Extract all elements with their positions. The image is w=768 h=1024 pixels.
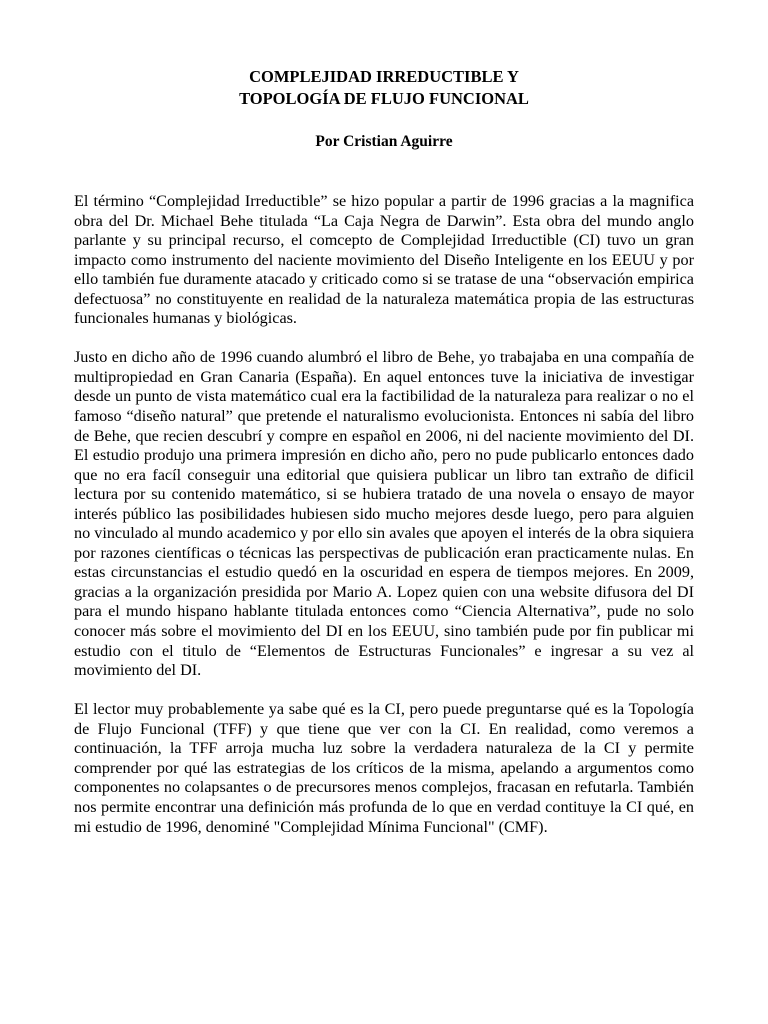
document-title [74,66,694,110]
title-line-1: COMPLEJIDAD IRREDUCTIBLE Y [249,67,519,86]
document-page [74,66,694,857]
paragraph-2: Justo en dicho año de 1996 cuando alumbró el libro de Behe, yo trabajaba en una compañía de multipropiedad en Gran Canaria (España). En aquel entonces tuve la iniciativa de investigar desde un punto de vista matemático cual era la factibilidad de la naturaleza para realizar o no el famoso “diseño natural” que pretende el naturalismo evolucionista. Entonces ni sabía del libro de Behe, que recien descubrí y compre en español en 2006, ni del naciente movimiento del DI. El estudio produjo una primera impresión en dicho año, pero no pude publicarlo entonces dado que no era facíl conseguir una editorial que quisiera publicar un libro tan extraño de dificil lectura por su contenido matemático, si se hubiera tratado de una novela o ensayo de mayor interés público las posibilidades hubiesen sido mucho mejores desde luego, pero para alguien no vinculado al mundo academico y por ello sin avales que apoyen el interés de la obra siquiera por razones científicas o técnicas las perspectivas de publicación eran practicamente nulas. En estas circunstancias el estudio quedó en la oscuridad en espera de tiempos mejores. En 2009, gracias a la organización presidida por Mario A. Lopez quien con una website difusora del DI para el mundo hispano hablante titulada entonces como “Ciencia Alternativa”, pude no solo conocer más sobre el movimiento del DI en los EEUU, sino también pude por fin publicar mi estudio con el titulo de “Elementos de Estructuras Funcionales” e ingresar a su vez al movimiento del DI. [74,348,694,680]
title-line-2: TOPOLOGÍA DE FLUJO FUNCIONAL [239,89,529,108]
paragraph-1: El término “Complejidad Irreductible” se hizo popular a partir de 1996 gracias a la magnifica obra del Dr. Michael Behe titulada “La Caja Negra de Darwin”. Esta obra del mundo anglo parlante y su principal recurso, el comcepto de Complejidad Irreductible (CI) tuvo un gran impacto como instrumento del naciente movimiento del Diseño Inteligente en los EEUU y por ello también fue duramente atacado y criticado como si se tratase de una “observación empirica defectuosa” no constituyente en realidad de la naturaleza matemática propia de las estructuras funcionales humanas y biológicas. [74,192,694,328]
paragraph-3: El lector muy probablemente ya sabe qué es la CI, pero puede preguntarse qué es la Topología de Flujo Funcional (TFF) y que tiene que ver con la CI. En realidad, como veremos a continuación, la TFF arroja mucha luz sobre la verdadera naturaleza de la CI y permite comprender por qué las estrategias de los críticos de la misma, apelando a argumentos como componentes no colapsantes o de precursores menos complejos, fracasan en refutarla. También nos permite encontrar una definición más profunda de lo que en verdad contituye la CI qué, en mi estudio de 1996, denominé "Complejidad Mínima Funcional" (CMF). [74,700,694,836]
author-byline: Por Cristian Aguirre [315,133,453,150]
document-body [74,192,694,837]
